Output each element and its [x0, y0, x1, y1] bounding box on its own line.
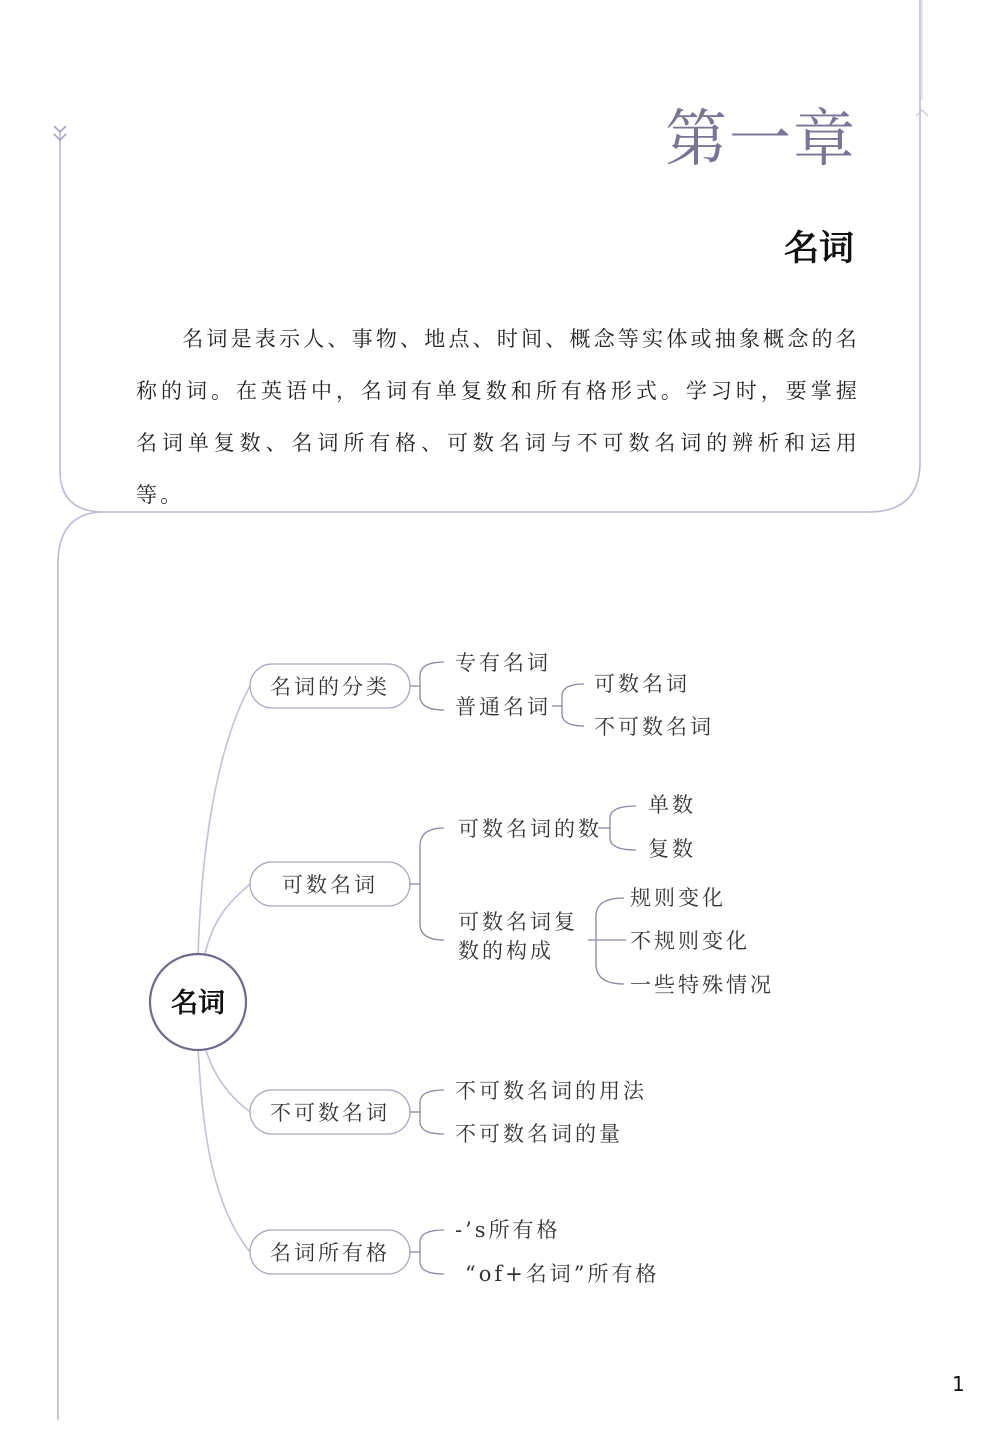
page-number: 1 — [952, 1372, 965, 1396]
leaf-plural-formation-line2: 数的构成 — [458, 939, 554, 963]
leaf-proper-noun: 专有名词 — [455, 651, 551, 675]
leaf-uncountable-usage: 不可数名词的用法 — [455, 1079, 647, 1103]
branch-label-countable: 可数名词 — [282, 873, 378, 897]
leaf-countable: 可数名词 — [594, 672, 690, 696]
branch-label-possessive: 名词所有格 — [270, 1241, 390, 1265]
leaf-plural-formation-line1: 可数名词复 — [458, 910, 578, 934]
branch-label-uncountable: 不可数名词 — [270, 1101, 390, 1125]
leaf-irregular: 不规则变化 — [630, 929, 750, 953]
root-label: 名词 — [171, 988, 225, 1019]
leaf-regular: 规则变化 — [630, 886, 726, 910]
leaf-s-possessive: -’s所有格 — [455, 1218, 561, 1242]
intro-paragraph: 名词是表示人、事物、地点、时间、概念等实体或抽象概念的名称的词。在英语中，名词有单复数和所有格形式。学习时，要掌握名词单复数、名词所有格、可数名词与不可数名词的辨析和运用等。 — [136, 327, 860, 507]
leaf-common-noun: 普通名词 — [455, 695, 551, 719]
section-title: 名词 — [783, 229, 854, 269]
leaf-of-possessive: “of+名词”所有格 — [465, 1262, 660, 1286]
leaf-number-of-countable: 可数名词的数 — [458, 817, 602, 841]
branch-label-classification: 名词的分类 — [270, 675, 390, 699]
leaf-singular: 单数 — [648, 793, 696, 817]
leaf-uncountable-quantity: 不可数名词的量 — [455, 1122, 623, 1146]
leaf-plural: 复数 — [648, 837, 696, 861]
leaf-uncountable: 不可数名词 — [594, 715, 714, 739]
chapter-title: 第一章 — [664, 102, 857, 175]
leaf-special: 一些特殊情况 — [630, 973, 774, 997]
